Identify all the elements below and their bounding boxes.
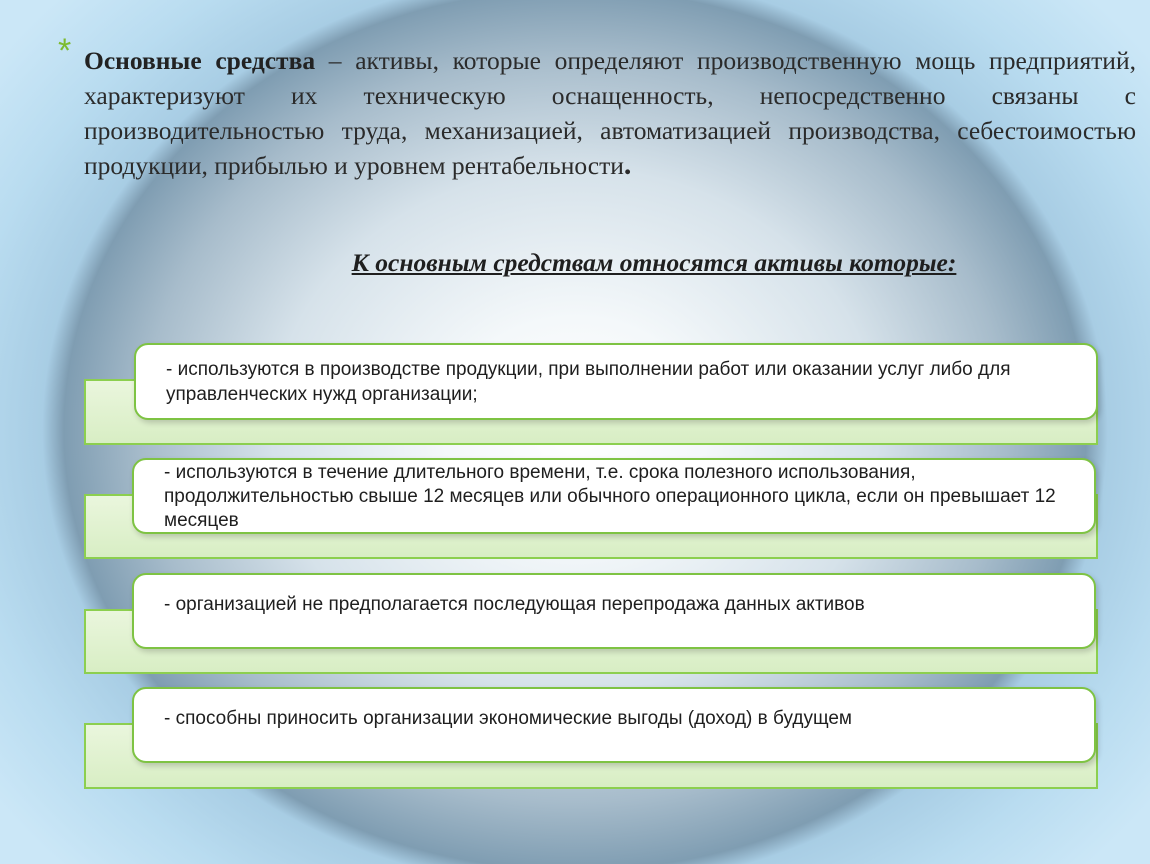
- criterion-card: [132, 687, 1096, 763]
- bullet-star-icon: *: [58, 32, 72, 70]
- criterion-card: [132, 458, 1096, 534]
- definition-paragraph: [84, 43, 1136, 183]
- criterion-text: - способны приносить организации экономические выгоды (доход) в будущем: [164, 707, 852, 729]
- criteria-subheading: К основным средствам относятся активы которые:: [351, 248, 957, 277]
- criterion-text: - организацией не предполагается последующая перепродажа данных активов: [164, 593, 865, 615]
- criterion-card: [134, 343, 1098, 420]
- criterion-text: - используются в производстве продукции, при выполнении работ или оказании услуг либо для управленческих нужд организации;: [166, 359, 1011, 405]
- criterion-text: - используются в течение длительного времени, т.е. срока полезного использования, продолжительностью свыше 12 месяцев или обычного операционного цикла, если он превышает 12 месяцев: [164, 462, 1056, 531]
- criterion-card: [132, 573, 1096, 649]
- definition-end: .: [623, 148, 632, 181]
- definition-body: – активы, которые определяют производственную мощь предприятий, характеризуют их техническую оснащенность, непосредственно связаны с производительностью труда, механизацией, автоматизацией производства, себестоимостью продукции, прибылью и уровнем рентабельности: [84, 46, 1136, 180]
- definition-term: Основные средства: [84, 46, 316, 75]
